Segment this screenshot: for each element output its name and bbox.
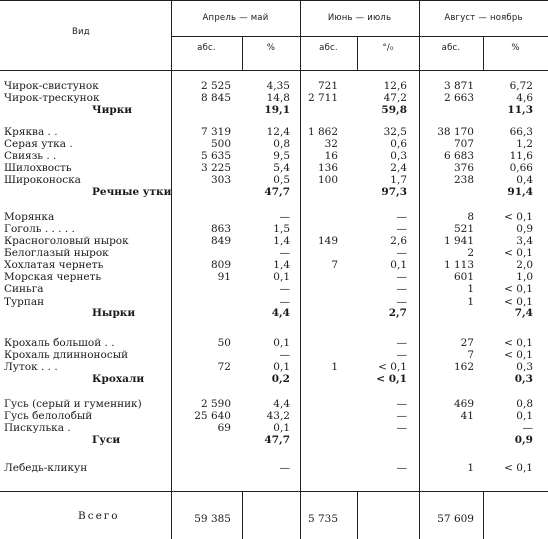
table-cell: 707	[453, 138, 474, 150]
header-top-rule	[0, 0, 548, 1]
table-cell: —	[396, 462, 407, 474]
pct-header: %	[511, 43, 520, 53]
table-cell: 69	[217, 422, 231, 434]
column-rule	[483, 491, 484, 539]
table-cell: —	[396, 247, 407, 259]
table-cell: 3 225	[200, 162, 231, 174]
table-cell: 12,6	[383, 80, 407, 92]
header-mid-rule	[171, 36, 548, 37]
table-cell: —	[279, 296, 290, 308]
species-name: Крохаль длинноносый	[4, 349, 129, 361]
table-cell: 809	[210, 259, 231, 271]
species-name: Пискулька .	[4, 422, 71, 434]
table-cell: < 0,1	[504, 283, 533, 295]
table-cell: 0,3	[390, 150, 407, 162]
table-cell: 11,6	[509, 150, 533, 162]
table-cell: 6,72	[509, 80, 533, 92]
table-cell: 100	[317, 174, 338, 186]
group-total-value: 91,4	[507, 186, 533, 198]
group-total-value: 59,8	[381, 104, 407, 116]
group-total-value: 47,7	[264, 186, 290, 198]
table-cell: 0,3	[516, 361, 533, 373]
table-cell: —	[279, 247, 290, 259]
table-cell: —	[279, 349, 290, 361]
table-cell: 849	[210, 235, 231, 247]
abs-header: абс.	[197, 43, 216, 53]
species-name: Широконоска	[4, 174, 81, 186]
table-cell: 162	[453, 361, 474, 373]
table-cell: —	[396, 271, 407, 283]
table-cell: 7 319	[200, 126, 231, 138]
table-cell: 2 663	[443, 92, 474, 104]
column-rule	[242, 491, 243, 539]
table-cell: —	[279, 462, 290, 474]
table-cell: 1,0	[516, 271, 533, 283]
table-cell: 91	[217, 271, 231, 283]
table-cell: < 0,1	[504, 296, 533, 308]
table-cell: 2,4	[390, 162, 407, 174]
table-cell: 149	[317, 235, 338, 247]
total-rule	[0, 491, 548, 492]
table-cell: —	[396, 337, 407, 349]
pct-header: °/₀	[382, 43, 394, 53]
table-cell: 2,0	[516, 259, 533, 271]
table-cell: < 0,1	[504, 349, 533, 361]
species-name: Турпан	[4, 296, 45, 308]
group-total-label: Нырки	[92, 307, 136, 319]
table-cell: —	[396, 349, 407, 361]
table-cell: 8 845	[200, 92, 231, 104]
table-cell: 12,4	[266, 126, 290, 138]
table-cell: 66,3	[509, 126, 533, 138]
table-cell: < 0,1	[504, 247, 533, 259]
table-cell: 0,1	[273, 271, 290, 283]
species-name: Красноголовый нырок	[4, 235, 129, 247]
table-cell: 0,1	[273, 361, 290, 373]
species-name: Кряква . .	[4, 126, 58, 138]
table-cell: 500	[210, 138, 231, 150]
grand-total-abs: 57 609	[437, 513, 474, 525]
table-cell: 601	[453, 271, 474, 283]
table-cell: 2,6	[390, 235, 407, 247]
header-kind: Вид	[72, 27, 90, 37]
species-name: Свиязь . .	[4, 150, 57, 162]
table-cell: —	[396, 223, 407, 235]
table-cell: 1,4	[273, 235, 290, 247]
species-name: Серая утка .	[4, 138, 73, 150]
table-cell: 1,7	[390, 174, 407, 186]
species-name: Синьга	[4, 283, 44, 295]
table-cell: 2 711	[307, 92, 338, 104]
table-cell: 238	[453, 174, 474, 186]
group-total-label: Гуси	[92, 434, 121, 446]
species-name: Гусь белолобый	[4, 410, 93, 422]
group-total-label: Чирки	[92, 104, 133, 116]
table-cell: 0,1	[273, 337, 290, 349]
table-cell: 4,4	[273, 398, 290, 410]
group-total-label: Крохали	[92, 373, 145, 385]
table-cell: < 0,1	[504, 211, 533, 223]
table-cell: 3 871	[443, 80, 474, 92]
table-cell: 4,35	[266, 80, 290, 92]
table-cell: 1 113	[443, 259, 474, 271]
table-cell: —	[396, 422, 407, 434]
grand-total-abs: 5 735	[307, 513, 338, 525]
species-name: Крохаль большой . .	[4, 337, 115, 349]
table-cell: < 0,1	[504, 462, 533, 474]
table-cell: 9,5	[273, 150, 290, 162]
table-cell: —	[396, 296, 407, 308]
table-cell: 721	[317, 80, 338, 92]
table-cell: 863	[210, 223, 231, 235]
table-cell: 1	[331, 361, 338, 373]
table-cell: 41	[460, 410, 474, 422]
species-name: Гусь (серый и гуменник)	[4, 398, 142, 410]
table-cell: 72	[217, 361, 231, 373]
group-total-value: 19,1	[264, 104, 290, 116]
period-header: Апрель — май	[202, 13, 269, 23]
group-total-value: < 0,1	[376, 373, 407, 385]
group-total-value: 0,9	[514, 434, 533, 446]
table-cell: 1 862	[307, 126, 338, 138]
table-cell: —	[396, 211, 407, 223]
species-name: Чирок-трескунок	[4, 92, 100, 104]
table-cell: 14,8	[266, 92, 290, 104]
table-cell: 0,1	[516, 410, 533, 422]
table-cell: 0,8	[516, 398, 533, 410]
table-cell: 43,2	[266, 410, 290, 422]
table-cell: 8	[467, 211, 474, 223]
species-name: Белоглазый нырок	[4, 247, 109, 259]
species-name: Шилохвость	[4, 162, 72, 174]
table-cell: 25 640	[194, 410, 231, 422]
group-total-value: 11,3	[507, 104, 533, 116]
table-cell: 5 635	[200, 150, 231, 162]
table-cell: —	[396, 410, 407, 422]
species-name: Чирок-свистунок	[4, 80, 99, 92]
header-bottom-rule	[0, 70, 548, 71]
group-total-value: 97,3	[381, 186, 407, 198]
table-cell: 0,8	[273, 138, 290, 150]
group-total-label: Речные утки	[92, 186, 172, 198]
table-cell: 27	[460, 337, 474, 349]
table-cell: 16	[324, 150, 338, 162]
table-cell: 32	[324, 138, 338, 150]
table-cell: 2 525	[200, 80, 231, 92]
table-cell: 521	[453, 223, 474, 235]
table-cell: 303	[210, 174, 231, 186]
table-cell: 1	[467, 462, 474, 474]
table-cell: 0,4	[516, 174, 533, 186]
column-rule	[357, 491, 358, 539]
period-header: Август — ноябрь	[444, 13, 523, 23]
species-name: Лебедь-кликун	[4, 462, 88, 474]
table-cell: —	[522, 422, 533, 434]
species-name: Луток . . .	[4, 361, 58, 373]
table-cell: 0,66	[509, 162, 533, 174]
table-cell: 2 590	[200, 398, 231, 410]
table-cell: —	[396, 398, 407, 410]
abs-header: абс.	[319, 43, 338, 53]
group-total-value: 0,3	[514, 373, 533, 385]
group-total-value: 2,7	[388, 307, 407, 319]
period-header: Июнь — июль	[327, 13, 392, 23]
table-cell: 469	[453, 398, 474, 410]
group-total-value: 47,7	[264, 434, 290, 446]
pct-header: %	[266, 43, 276, 53]
table-cell: —	[279, 283, 290, 295]
table-cell: 0,6	[390, 138, 407, 150]
table-cell: 136	[317, 162, 338, 174]
table-cell: 3,4	[516, 235, 533, 247]
group-total-value: 4,4	[271, 307, 290, 319]
table-cell: 1	[467, 283, 474, 295]
table-cell: 7	[331, 259, 338, 271]
table-cell: 1 941	[443, 235, 474, 247]
table-cell: 2	[467, 247, 474, 259]
abs-header: абс.	[441, 43, 461, 53]
table-cell: 1,4	[273, 259, 290, 271]
table-cell: 376	[453, 162, 474, 174]
table-cell: 1	[467, 296, 474, 308]
species-name: Хохлатая чернеть	[4, 259, 104, 271]
table-cell: 0,5	[273, 174, 290, 186]
table-cell: 4,6	[516, 92, 533, 104]
table-cell: 0,1	[273, 422, 290, 434]
table-cell: 6 683	[443, 150, 474, 162]
table-cell: —	[279, 211, 290, 223]
table-cell: 50	[217, 337, 231, 349]
table-cell: < 0,1	[504, 337, 533, 349]
grand-total-label: Всего	[78, 510, 120, 522]
table-cell: 47,2	[383, 92, 407, 104]
table-cell: 38 170	[437, 126, 474, 138]
table-cell: 1,2	[516, 138, 533, 150]
grand-total-abs: 59 385	[194, 513, 231, 525]
species-name: Морская чернеть	[4, 271, 102, 283]
table-cell: 5,4	[273, 162, 290, 174]
table-cell: 32,5	[383, 126, 407, 138]
species-name: Морянка	[4, 211, 55, 223]
group-total-value: 7,4	[514, 307, 533, 319]
table-cell: 1,5	[273, 223, 290, 235]
table-cell: < 0,1	[378, 361, 407, 373]
table-cell: 0,1	[390, 259, 407, 271]
table-cell: 0,9	[516, 223, 533, 235]
group-total-value: 0,2	[271, 373, 290, 385]
table-cell: —	[396, 283, 407, 295]
table-cell: 7	[467, 349, 474, 361]
species-name: Гоголь . . . . .	[4, 223, 75, 235]
